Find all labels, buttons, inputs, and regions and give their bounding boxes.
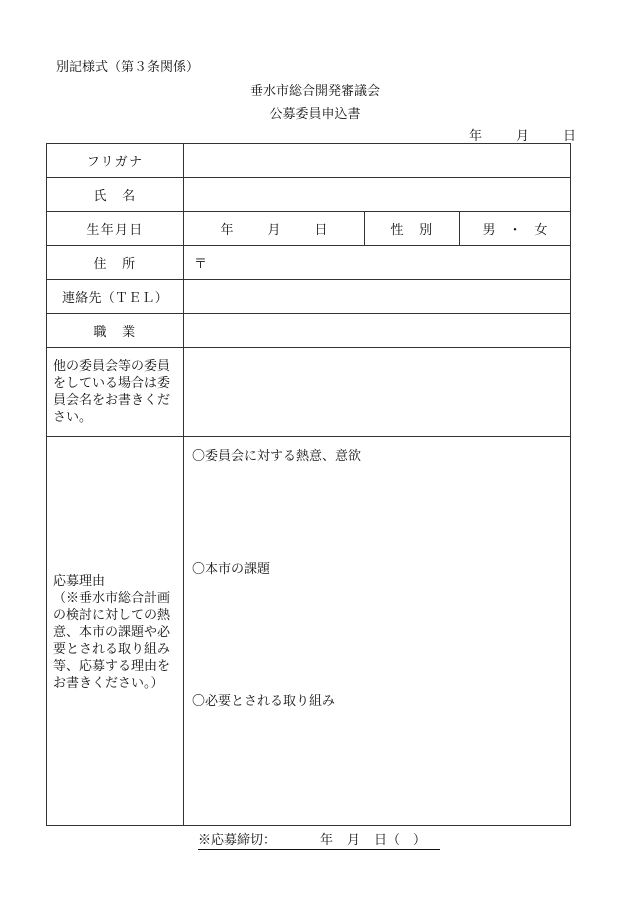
row-contact xyxy=(47,280,571,314)
row-name xyxy=(47,178,571,212)
deadline-label: ※応募締切： xyxy=(198,833,277,848)
deadline-year: 年 xyxy=(320,833,334,848)
application-form-table xyxy=(46,143,571,826)
occupation-field[interactable] xyxy=(184,314,571,348)
furigana-field[interactable] xyxy=(184,144,571,178)
deadline-day: 日（ ） xyxy=(374,833,427,848)
row-furigana xyxy=(47,144,571,178)
reason-label: 応募理由 xyxy=(53,573,106,589)
birthdate-field[interactable] xyxy=(184,212,365,246)
address-label: 住 所 xyxy=(47,246,184,280)
reason-item-required-efforts: 〇必要とされる取り組み xyxy=(192,694,336,709)
contact-field[interactable] xyxy=(184,280,571,314)
birth-month: 月 xyxy=(267,223,281,238)
other-committee-field[interactable] xyxy=(184,348,571,437)
reason-note: （※垂水市総合計画の検討に対しての熱意、本市の課題や必要とされる取り組み等、応募する理由をお書きください。） xyxy=(53,590,171,691)
gender-field[interactable]: 男 ・ 女 xyxy=(460,212,571,246)
reason-field[interactable] xyxy=(184,437,571,826)
row-other-committee xyxy=(47,348,571,437)
application-deadline xyxy=(198,829,440,850)
date-year: 年 xyxy=(468,129,482,144)
row-reason xyxy=(47,437,571,826)
name-label: 氏 名 xyxy=(47,178,184,212)
address-field[interactable] xyxy=(184,246,571,280)
other-committee-label: 他の委員会等の委員をしている場合は委員会名をお書きください。 xyxy=(47,348,184,437)
occupation-label: 職 業 xyxy=(47,314,184,348)
row-address xyxy=(47,246,571,280)
date-day: 日 xyxy=(562,129,576,144)
reason-item-city-issues: 〇本市の課題 xyxy=(192,562,271,577)
page-subtitle: 公募委員申込書 xyxy=(269,107,361,122)
contact-label: 連絡先（ＴＥＬ） xyxy=(47,280,184,314)
reason-label-cell xyxy=(47,437,184,826)
name-field[interactable] xyxy=(184,178,571,212)
gender-label: 性 別 xyxy=(365,212,460,246)
row-occupation xyxy=(47,314,571,348)
application-date xyxy=(469,125,576,144)
form-reference: 別記様式（第３条関係） xyxy=(56,60,200,75)
postal-mark: 〒 xyxy=(194,257,208,272)
birth-year: 年 xyxy=(220,223,234,238)
furigana-label: フリガナ xyxy=(47,144,184,178)
birth-day: 日 xyxy=(314,223,328,238)
birthdate-label: 生年月日 xyxy=(47,212,184,246)
page-title: 垂水市総合開発審議会 xyxy=(249,84,380,99)
date-month: 月 xyxy=(515,129,529,144)
deadline-month: 月 xyxy=(347,833,361,848)
reason-item-enthusiasm: 〇委員会に対する熱意、意欲 xyxy=(192,449,362,464)
row-birth-gender xyxy=(47,212,571,246)
